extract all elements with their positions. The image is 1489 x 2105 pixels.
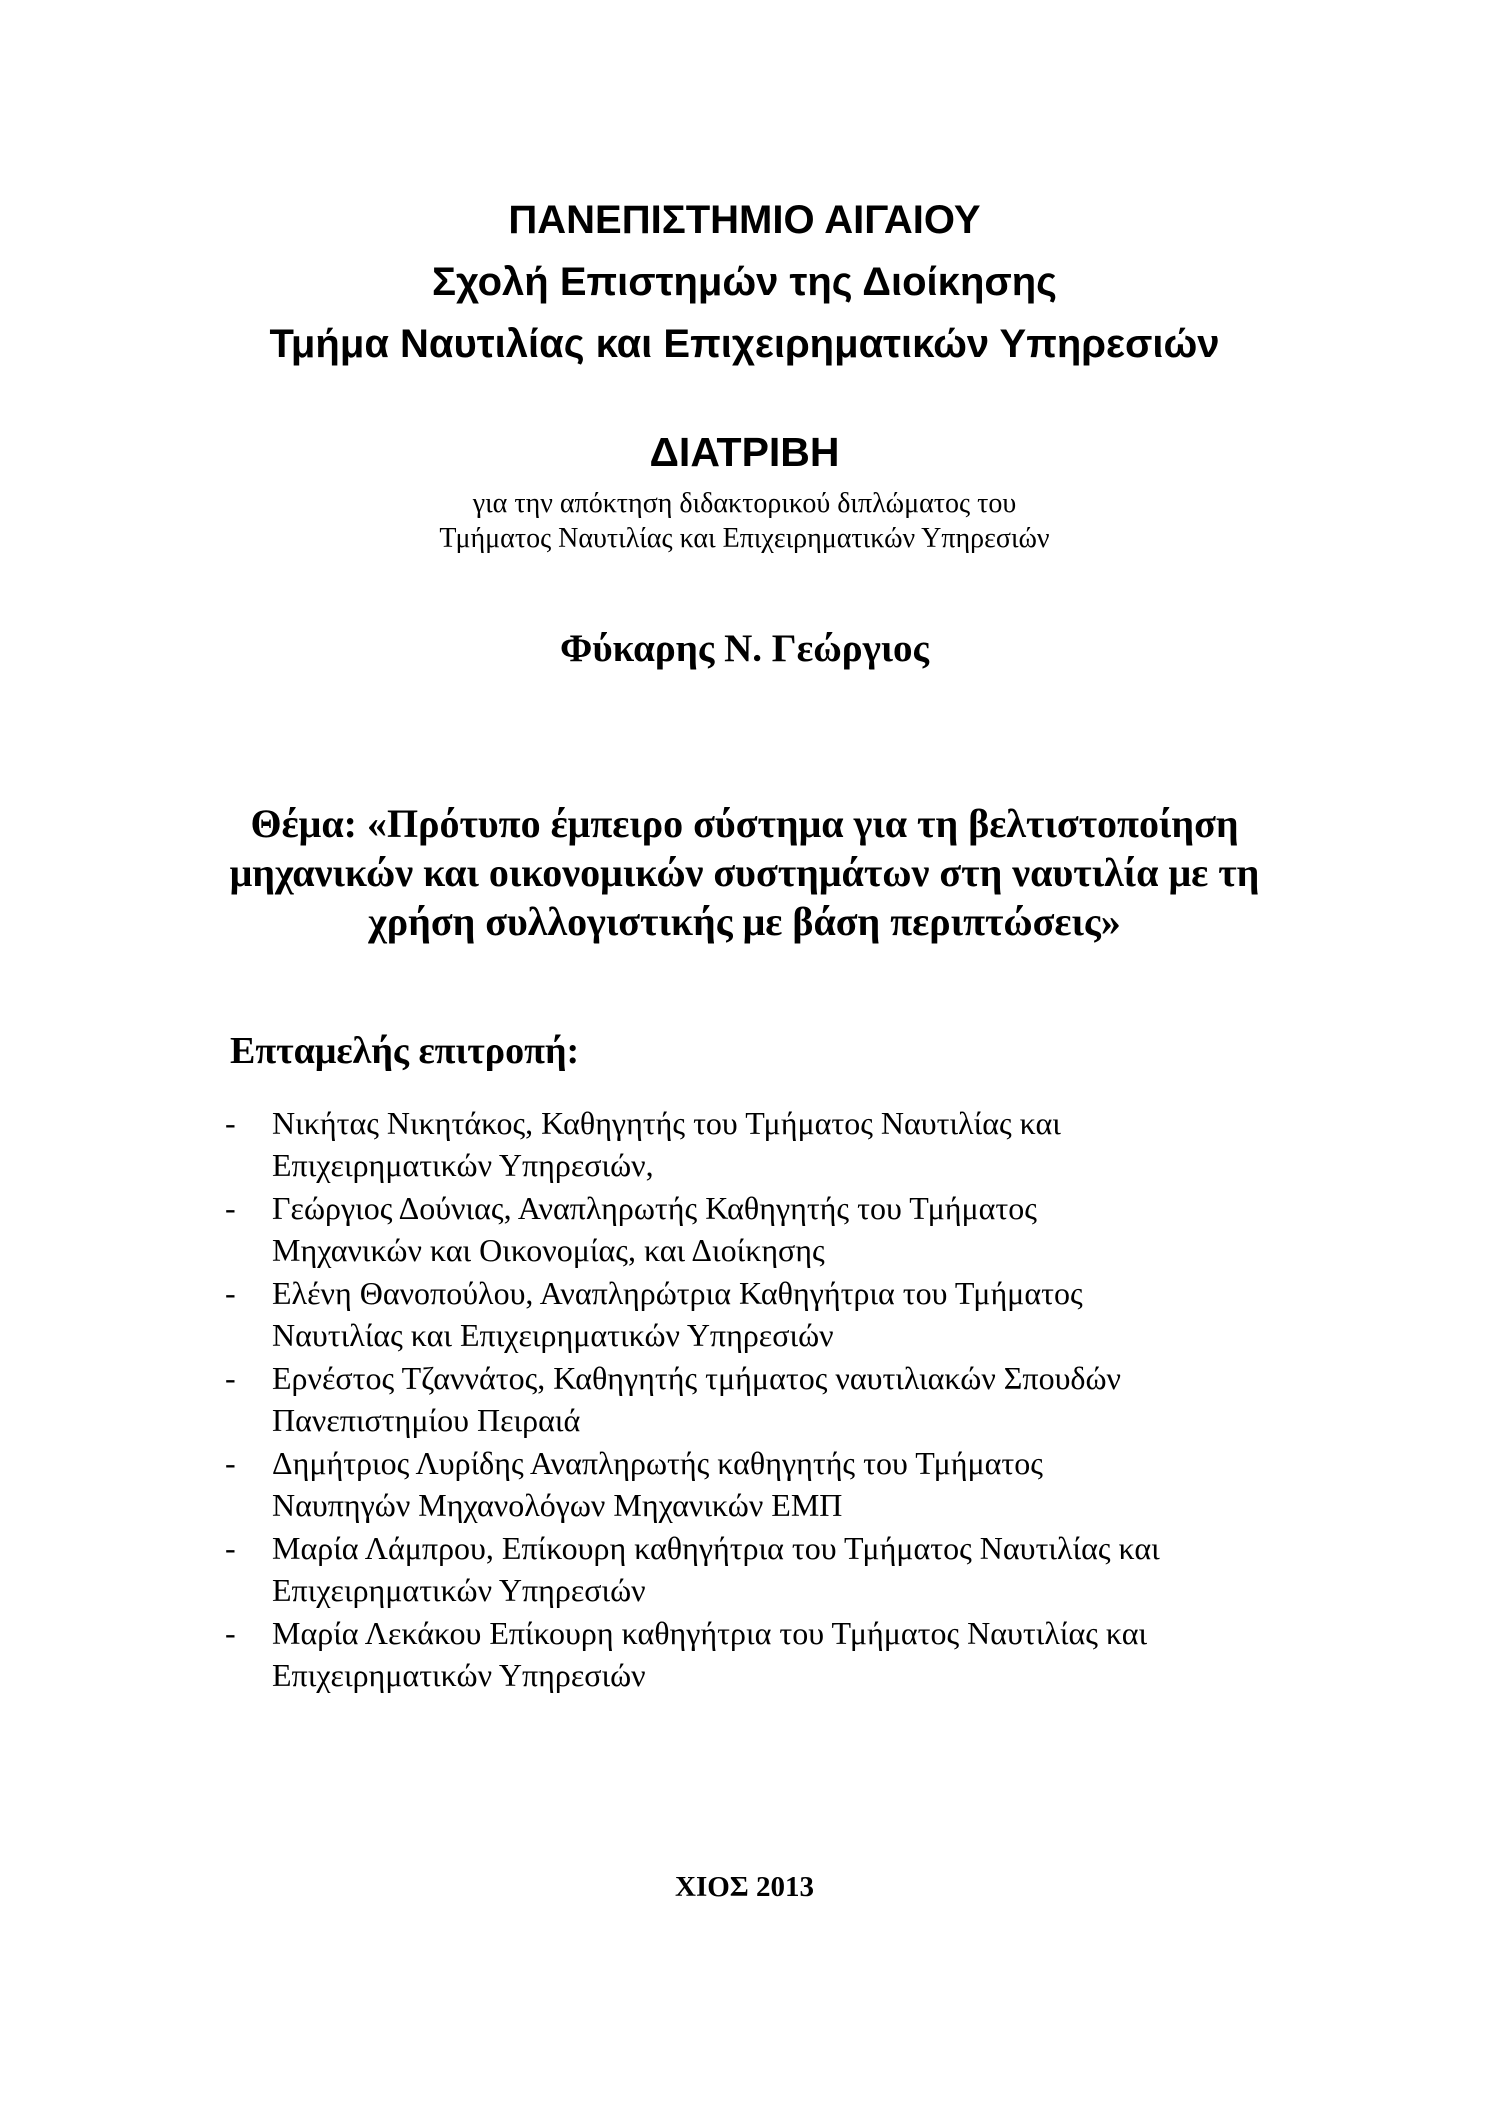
topic-line-2: μηχανικών και οικονομικών συστημάτων στη ναυτιλία με τη xyxy=(229,850,1260,895)
thesis-purpose-line-1: για την απόκτηση διδακτορικού διπλώματος του xyxy=(472,488,1017,519)
list-bullet: - xyxy=(225,1615,236,1651)
member-line: Μαρία Λεκάκου Επίκουρη καθηγήτρια του Τμήματος Ναυτιλίας και xyxy=(272,1615,1148,1651)
committee-member xyxy=(225,1613,1305,1696)
department-name: Τμήμα Ναυτιλίας και Επιχειρηματικών Υπηρεσιών xyxy=(269,322,1220,366)
committee-member xyxy=(225,1103,1305,1186)
member-line: Γεώργιος Δούνιας, Αναπληρωτής Καθηγητής του Τμήματος xyxy=(272,1190,1037,1226)
committee-member xyxy=(225,1188,1305,1271)
list-bullet: - xyxy=(225,1445,236,1481)
committee-member xyxy=(225,1443,1305,1526)
member-line: Ερνέστος Τζαννάτος, Καθηγητής τμήματος ναυτιλιακών Σπουδών xyxy=(272,1360,1122,1396)
member-line: Δημήτριος Λυρίδης Αναπληρωτής καθηγητής του Τμήματος xyxy=(272,1445,1043,1481)
topic-line-1: Θέμα: «Πρότυπο έμπειρο σύστημα για τη βελτιστοποίηση xyxy=(250,801,1239,846)
member-line: Επιχειρηματικών Υπηρεσιών, xyxy=(272,1146,654,1183)
member-line: Επιχειρηματικών Υπηρεσιών xyxy=(272,1571,646,1608)
committee-member xyxy=(225,1528,1305,1611)
list-bullet: - xyxy=(225,1105,236,1141)
committee-member xyxy=(225,1273,1305,1356)
member-line: Πανεπιστημίου Πειραιά xyxy=(272,1401,581,1438)
university-name: ΠΑΝΕΠΙΣΤΗΜΙΟ ΑΙΓΑΙΟΥ xyxy=(508,198,981,242)
member-line: Μηχανικών και Οικονομίας, και Διοίκησης xyxy=(272,1231,825,1268)
author-name: Φύκαρης Ν. Γεώργιος xyxy=(560,627,929,670)
member-line: Ναυτιλίας και Επιχειρηματικών Υπηρεσιών xyxy=(272,1316,834,1353)
member-line: Μαρία Λάμπρου, Επίκουρη καθηγήτρια του Τμήματος Ναυτιλίας και xyxy=(272,1530,1160,1566)
member-line: Νικήτας Νικητάκος, Καθηγητής του Τμήματος Ναυτιλίας και xyxy=(272,1105,1061,1141)
thesis-purpose-line-2: Τμήματος Ναυτιλίας και Επιχειρηματικών Υπηρεσιών xyxy=(439,523,1050,554)
thesis-type: ΔΙΑΤΡΙΒΗ xyxy=(649,429,840,475)
list-bullet: - xyxy=(225,1275,236,1311)
school-name: Σχολή Επιστημών της Διοίκησης xyxy=(432,260,1057,304)
list-bullet: - xyxy=(225,1530,236,1566)
member-line: Ναυπηγών Μηχανολόγων Μηχανικών ΕΜΠ xyxy=(272,1486,843,1523)
list-bullet: - xyxy=(225,1190,236,1226)
committee-list xyxy=(225,1103,1305,1698)
member-line: Ελένη Θανοπούλου, Αναπληρώτρια Καθηγήτρια του Τμήματος xyxy=(272,1275,1083,1311)
list-bullet: - xyxy=(225,1360,236,1396)
committee-member xyxy=(225,1358,1305,1441)
committee-heading: Επταμελής επιτροπή: xyxy=(230,1030,580,1072)
member-line: Επιχειρηματικών Υπηρεσιών xyxy=(272,1656,646,1693)
place-year: ΧΙΟΣ 2013 xyxy=(675,1871,814,1903)
topic-line-3: χρήση συλλογιστικής με βάση περιπτώσεις» xyxy=(368,899,1121,944)
